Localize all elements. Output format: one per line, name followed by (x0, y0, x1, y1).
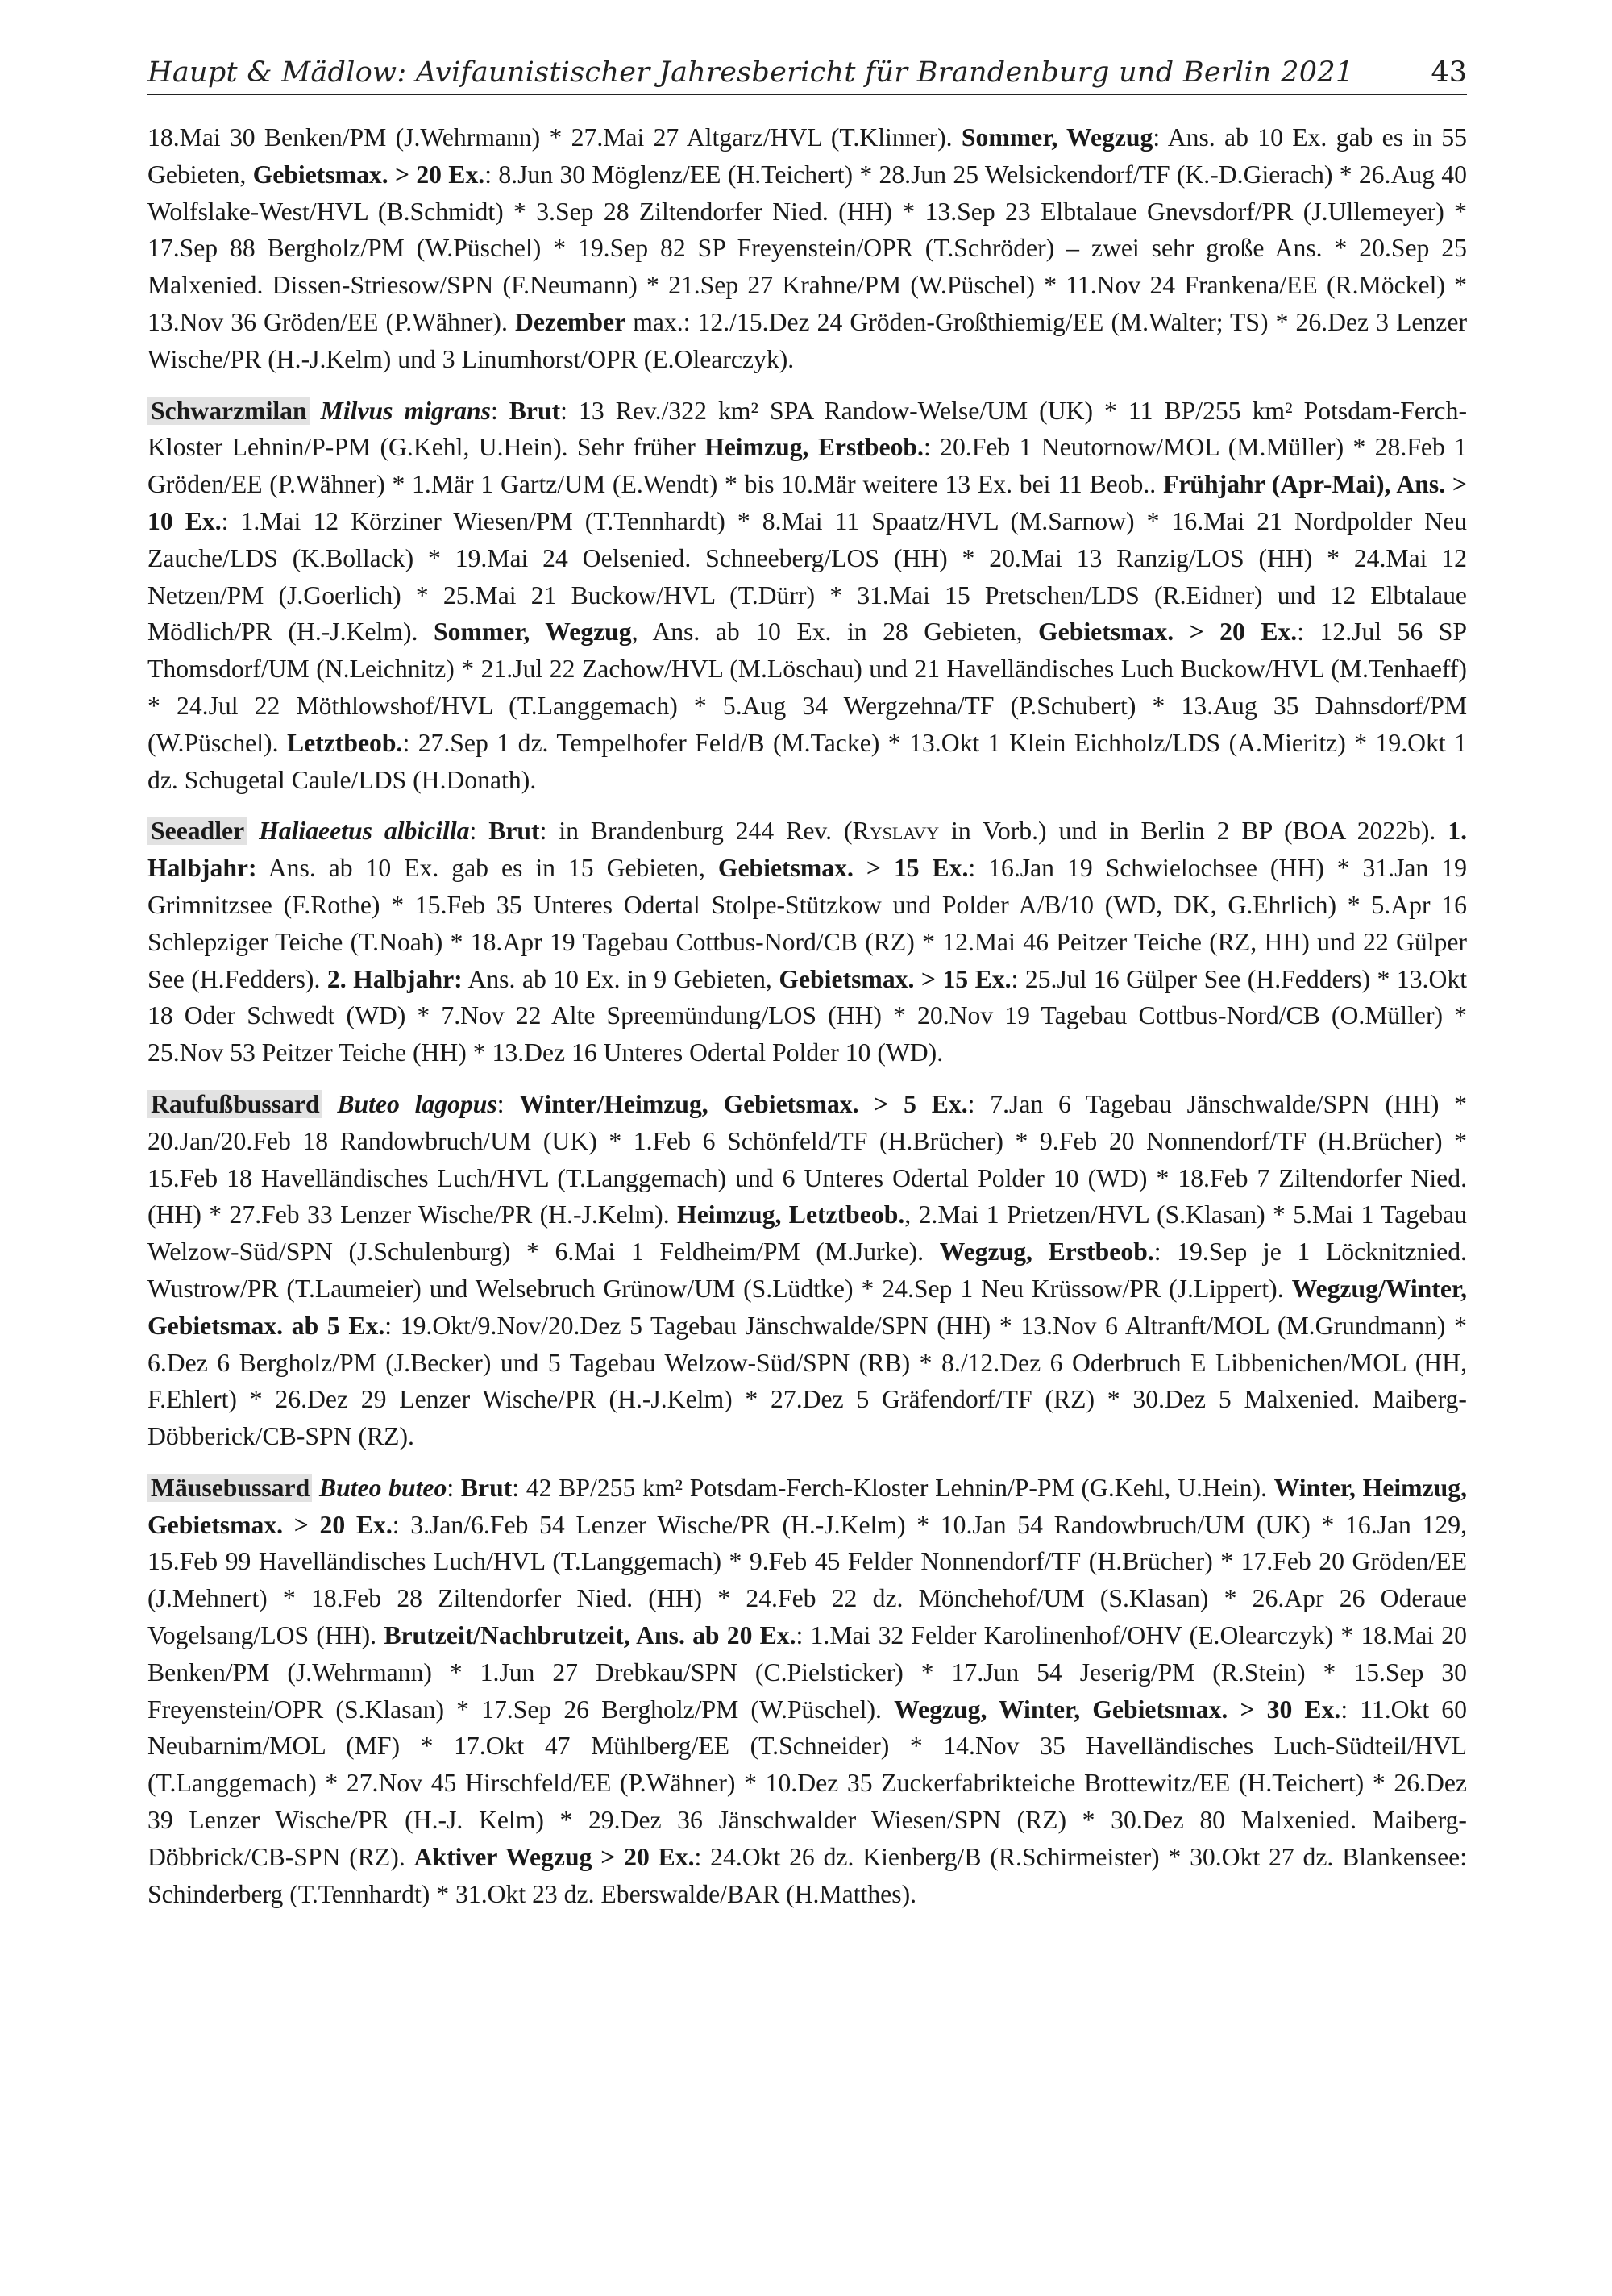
report-body (147, 119, 1467, 1912)
scientific-name: Haliaeetus albicilla (259, 817, 470, 846)
paragraph-raufussbussard: Raufußbussard Buteo lagopus: Winter/Heimzug, Gebietsmax. > 5 Ex.: 7.Jan 6 Tagebau Jänschwalde/SPN (HH) * 20.Jan/20.Feb 18 Randowbruch/UM (UK) * 1.Feb 6 Schönfeld/TF (H.Brücher) * 9.Feb 20 Nonnendorf/TF (H.Brücher) * 15.Feb 18 Havelländisches Luch/HVL (T.Langgemach) und 6 Unteres Odertal Polder 10 (WD) * 18.Feb 7 Ziltendorfer Nied. (HH) * 27.Feb 33 Lenzer Wische/PR (H.-J.Kelm). Heimzug, Letztbeob., 2.Mai 1 Prietzen/HVL (S.Klasan) * 5.Mai 1 Tagebau Welzow-Süd/SPN (J.Schulenburg) * 6.Mai 1 Feldheim/PM (M.Jurke). Wegzug, Erstbeob.: 19.Sep je 1 Löcknitznied. Wustrow/PR (T.Laumeier) und Welsebruch Grünow/UM (S.Lüdtke) * 24.Sep 1 Neu Krüssow/PR (J.Lippert). Wegzug/Winter, Gebietsmax. ab 5 Ex.: 19.Okt/9.Nov/20.Dez 5 Tagebau Jänschwalde/SPN (HH) * 13.Nov 6 Altranft/MOL (M.Grundmann) * 6.Dez 6 Bergholz/PM (J.Becker) und 5 Tagebau Welzow-Süd/SPN (RB) * 8./12.Dez 6 Oderbruch E Libbenichen/MOL (HH, F.Ehlert) * 26.Dez 29 Lenzer Wische/PR (H.-J.Kelm) * 27.Dez 5 Gräfendorf/TF (RZ) * 30.Dez 5 Malxenied. Maiberg-Döbberick/CB-SPN (RZ). (147, 1089, 1468, 1451)
running-header (147, 56, 1467, 95)
paragraph-seeadler: Seeadler Haliaeetus albicilla: Brut: in Brandenburg 244 Rev. (Ryslavy in Vorb.) und in Berlin 2 BP (BOA 2022b). 1. Halbjahr: Ans. ab 10 Ex. gab es in 15 Gebieten, Gebietsmax. > 15 Ex.: 16.Jan 19 Schwielochsee (HH) * 31.Jan 19 Grimnitzsee (F.Rothe) * 15.Feb 35 Unteres Odertal Stolpe-Stützkow und Polder A/B/10 (WD, DK, G.Ehrlich) * 5.Apr 16 Schlepziger Teiche (T.Noah) * 18.Apr 19 Tagebau Cottbus-Nord/CB (RZ) * 12.Mai 46 Peitzer Teiche (RZ, HH) und 22 Gülper See (H.Fedders). 2. Halbjahr: Ans. ab 10 Ex. in 9 Gebieten, Gebietsmax. > 15 Ex.: 25.Jul 16 Gülper See (H.Fedders) * 13.Okt 18 Oder Schwedt (WD) * 7.Nov 22 Alte Spreemündung/LOS (HH) * 20.Nov 19 Tagebau Cottbus-Nord/CB (O.Müller) * 25.Nov 53 Peitzer Teiche (HH) * 13.Dez 16 Unteres Odertal Polder 10 (WD). (147, 817, 1467, 1067)
paragraph-continuation: 18.Mai 30 Benken/PM (J.Wehrmann) * 27.Mai 27 Altgarz/HVL (T.Klinner). Sommer, Wegzug: Ans. ab 10 Ex. gab es in 55 Gebieten, Gebietsmax. > 20 Ex.: 8.Jun 30 Möglenz/EE (H.Teichert) * 28.Jun 25 Welsickendorf/TF (K.-D.Gierach) * 26.Aug 40 Wolfslake-West/HVL (B.Schmidt) * 3.Sep 28 Ziltendorfer Nied. (HH) * 13.Sep 23 Elbtalaue Gnevsdorf/PR (J.Ullemeyer) * 17.Sep 88 Bergholz/PM (W.Püschel) * 19.Sep 82 SP Freyenstein/OPR (T.Schröder) – zwei sehr große Ans. * 20.Sep 25 Malxenied. Dissen-Striesow/SPN (F.Neumann) * 21.Sep 27 Krahne/PM (W.Püschel) * 11.Nov 24 Frankena/EE (R.Möckel) * 13.Nov 36 Gröden/EE (P.Wähner). Dezember max.: 12./15.Dez 24 Gröden-Großthiemig/EE (M.Walter; TS) * 26.Dez 3 Lenzer Wische/PR (H.-J.Kelm) und 3 Linumhorst/OPR (E.Olearczyk). (147, 123, 1467, 373)
scientific-name: Milvus migrans (320, 396, 491, 425)
document-page (147, 56, 1467, 1927)
running-title: Haupt & Mädlow: Avifaunistischer Jahresbericht für Brandenburg und Berlin 2021 (147, 56, 1354, 89)
paragraph-schwarzmilan: Schwarzmilan Milvus migrans: Brut: 13 Rev./322 km² SPA Randow-Welse/UM (UK) * 11 BP/255 km² Potsdam-Ferch-Kloster Lehnin/P-PM (G.Kehl, U.Hein). Sehr früher Heimzug, Erstbeob.: 20.Feb 1 Neutornow/MOL (M.Müller) * 28.Feb 1 Gröden/EE (P.Wähner) * 1.Mär 1 Gartz/UM (E.Wendt) * bis 10.Mär weitere 13 Ex. bei 11 Beob.. Frühjahr (Apr-Mai), Ans. > 10 Ex.: 1.Mai 12 Körziner Wiesen/PM (T.Tennhardt) * 8.Mai 11 Spaatz/HVL (M.Sarnow) * 16.Mai 21 Nordpolder Neu Zauche/LDS (K.Bollack) * 19.Mai 24 Oelsenied. Schneeberg/LOS (HH) * 20.Mai 13 Ranzig/LOS (HH) * 24.Mai 12 Netzen/PM (J.Goerlich) * 25.Mai 21 Buckow/HVL (T.Dürr) * 31.Mai 15 Pretschen/LDS (R.Eidner) und 12 Elbtalaue Mödlich/PR (H.-J.Kelm). Sommer, Wegzug, Ans. ab 10 Ex. in 28 Gebieten, Gebietsmax. > 20 Ex.: 12.Jul 56 SP Thomsdorf/UM (N.Leichnitz) * 21.Jul 22 Zachow/HVL (M.Löschau) und 21 Havelländisches Luch Buckow/HVL (M.Tenhaeff) * 24.Jul 22 Möthlowshof/HVL (T.Langgemach) * 5.Aug 34 Wergzehna/TF (P.Schubert) * 13.Aug 35 Dahnsdorf/PM (W.Püschel). Letztbeob.: 27.Sep 1 dz. Tempelhofer Feld/B (M.Tacke) * 13.Okt 1 Klein Eichholz/LDS (A.Mieritz) * 19.Okt 1 dz. Schugetal Caule/LDS (H.Donath). (147, 396, 1468, 794)
species-name: Mäusebussard (147, 1474, 312, 1502)
species-name: Raufußbussard (147, 1090, 322, 1118)
page-number: 43 (1431, 56, 1467, 89)
paragraph-maeusebussard: Mäusebussard Buteo buteo: Brut: 42 BP/255 km² Potsdam-Ferch-Kloster Lehnin/P-PM (G.Kehl, U.Hein). Winter, Heimzug, Gebietsmax. > 20 Ex.: 3.Jan/6.Feb 54 Lenzer Wische/PR (H.-J.Kelm) * 10.Jan 54 Randowbruch/UM (UK) * 16.Jan 129, 15.Feb 99 Havelländisches Luch/HVL (T.Langgemach) * 9.Feb 45 Felder Nonnendorf/TF (H.Brücher) * 17.Feb 20 Gröden/EE (J.Mehnert) * 18.Feb 28 Ziltendorfer Nied. (HH) * 24.Feb 22 dz. Mönchehof/UM (S.Klasan) * 26.Apr 26 Oderaue Vogelsang/LOS (HH). Brutzeit/Nachbrutzeit, Ans. ab 20 Ex.: 1.Mai 32 Felder Karolinenhof/OHV (E.Olearczyk) * 18.Mai 20 Benken/PM (J.Wehrmann) * 1.Jun 27 Drebkau/SPN (C.Pielsticker) * 17.Jun 54 Jeserig/PM (R.Stein) * 15.Sep 30 Freyenstein/OPR (S.Klasan) * 17.Sep 26 Bergholz/PM (W.Püschel). Wegzug, Winter, Gebietsmax. > 30 Ex.: 11.Okt 60 Neubarnim/MOL (MF) * 17.Okt 47 Mühlberg/EE (T.Schneider) * 14.Nov 35 Havelländisches Luch-Südteil/HVL (T.Langgemach) * 27.Nov 45 Hirschfeld/EE (P.Wähner) * 10.Dez 35 Zuckerfabrikteiche Brottewitz/EE (H.Teichert) * 26.Dez 39 Lenzer Wische/PR (H.-J. Kelm) * 29.Dez 36 Jänschwalder Wiesen/SPN (RZ) * 30.Dez 80 Malxenied. Maiberg-Döbbrick/CB-SPN (RZ). Aktiver Wegzug > 20 Ex.: 24.Okt 26 dz. Kienberg/B (R.Schirmeister) * 30.Okt 27 dz. Blankensee: Schinderberg (T.Tennhardt) * 31.Okt 23 dz. Eberswalde/BAR (H.Matthes). (147, 1473, 1468, 1908)
scientific-name: Buteo lagopus (337, 1089, 497, 1118)
species-name: Schwarzmilan (147, 397, 310, 425)
scientific-name: Buteo buteo (318, 1473, 447, 1502)
species-name: Seeadler (147, 817, 247, 845)
